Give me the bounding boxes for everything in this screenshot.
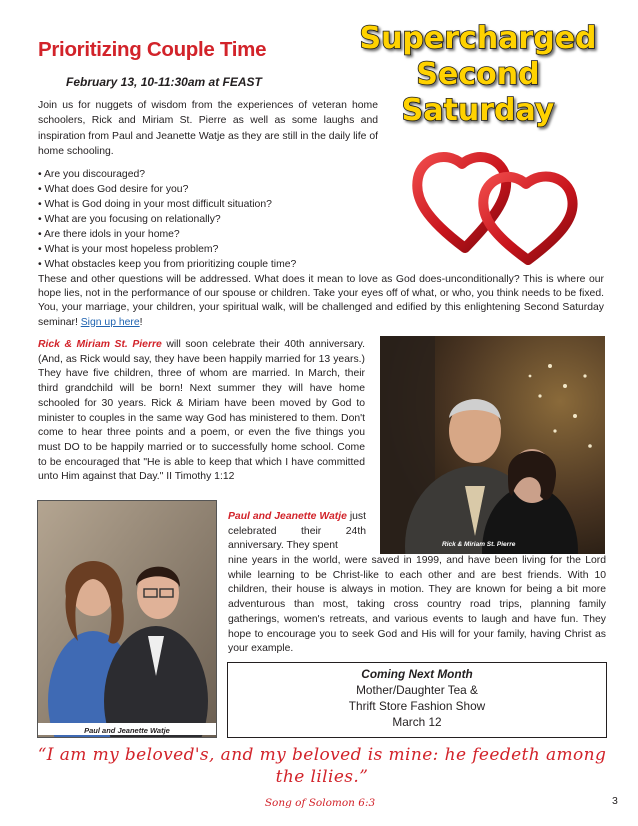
intro-paragraph: Join us for nuggets of wisdom from the experiences of veteran home schoolers, Rick and Miriam St. Pierre as well as some laughs and inspiration from Paul and Jeanette Watje as they are still in the daily life of home schooling. [38, 100, 378, 157]
next-month-event-line-2: Thrift Store Fashion Show [348, 699, 486, 713]
article-title: Prioritizing Couple Time [38, 38, 267, 61]
paragraph-end: ! [139, 316, 143, 328]
rick-miriam-text: will soon celebrate their 40th anniversary. (And, as Rick would say, they have been happily married for 13 years.) They have five children, three of whom are married. In March, their third grandchild will be born! Next summer they will have home schooled for 30 years. Rick & Miriam have been moved by God to minister to couples in the same way God has ministered to them. Don't come to hear three points and a poem, or even the five things you must DO to be happily married or to successfully home school. Come to be encouraged that "He is able to keep that which I have committed unto Him against that Day." II Timothy 1:12 [38, 339, 365, 483]
scripture-reference: Song of Solomon 6:3 [264, 797, 376, 809]
hearts-illustration [410, 140, 585, 265]
page-number: 3 [612, 795, 618, 807]
supercharged-badge [340, 12, 615, 132]
next-month-heading: Coming Next Month [361, 667, 473, 681]
rick-miriam-photo [380, 336, 605, 554]
list-item: • What is God doing in your most difficult situation? [38, 197, 378, 212]
list-item: • What is your most hopeless problem? [38, 242, 378, 257]
list-item: • What obstacles keep you from prioritizing couple time? [38, 257, 378, 272]
list-item: • Are there idols in your home? [38, 227, 378, 242]
badge-line-3: Saturday [401, 93, 555, 128]
next-month-date: March 12 [392, 715, 442, 729]
question-list [38, 167, 378, 272]
watje-photo [37, 500, 217, 738]
event-date: February 13, 10-11:30am at FEAST [66, 75, 262, 89]
rick-miriam-name: Rick & Miriam St. Pierre [38, 339, 162, 350]
badge-line-1: Supercharged [359, 21, 597, 56]
list-item: • What does God desire for you? [38, 182, 378, 197]
watje-bio-intro [228, 510, 366, 554]
watje-caption: Paul and Jeanette Watje [38, 723, 216, 735]
paragraph-text: These and other questions will be addressed. What does it mean to love as God does-unconditionally? This is where our hope lies, not in the performance of our spouse or children. Take your eyes off of what, or who, you think needs to be fixed. You, your marriage, your children, your spiritual walk, will be challenged and edified by this enlightening Second Saturday seminar! [38, 274, 604, 328]
badge-line-2: Second [416, 57, 540, 92]
watje-name: Paul and Jeanette Watje [228, 511, 347, 522]
list-item: • Are you discouraged? [38, 167, 378, 182]
next-month-box [227, 662, 607, 738]
rick-miriam-caption: Rick & Miriam St. Pierre [442, 541, 516, 548]
list-item: • What are you focusing on relationally? [38, 212, 378, 227]
questions-paragraph [38, 273, 604, 330]
watje-text-head: just celebrated their 24th anniversary. They spent [228, 511, 366, 552]
watje-bio: nine years in the world, were saved in 1999, and have been living for the Lord while learning to be Christ-like to each other and are best friends. With 10 children, their house is always in motion. They are known for being a bit more adventurous than most, taking cross country road trips, planning family gatherings, women's retreats, and various events to laugh and have fun. They hope to encourage you to seek God and His will for your family, having Christ as your example. [228, 555, 606, 655]
sign-up-link[interactable]: Sign up here [80, 316, 140, 328]
rick-miriam-bio [38, 338, 365, 485]
next-month-event-line-1: Mother/Daughter Tea & [356, 683, 478, 697]
scripture-verse: “I am my beloved's, and my beloved is mine: he feedeth among the lilies.” [37, 745, 607, 787]
